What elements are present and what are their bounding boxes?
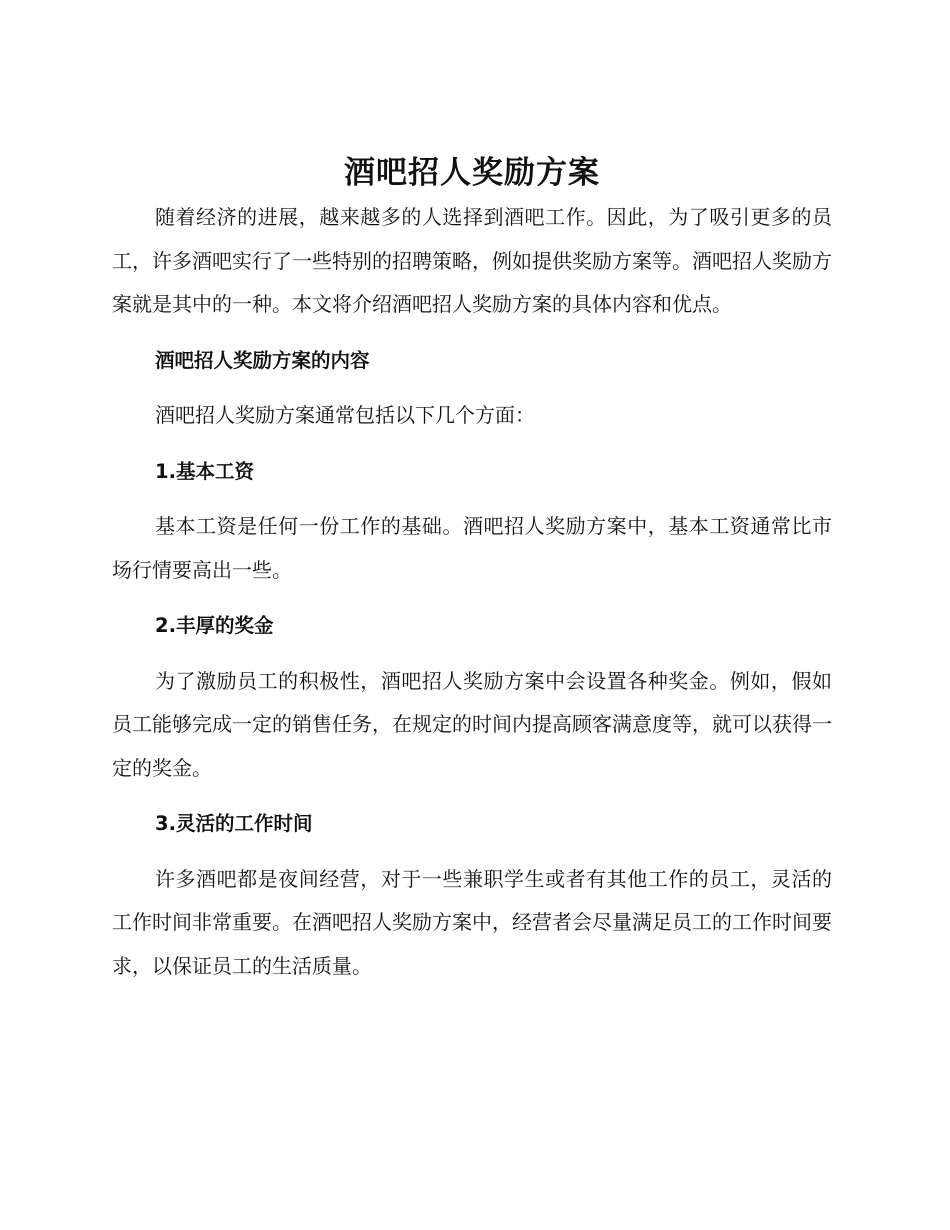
spacer <box>112 327 832 339</box>
item-body-bonus: 为了激励员工的积极性，酒吧招人奖励方案中会设置各种奖金。例如，假如员工能够完成一定的销售任务，在规定的时间内提高顾客满意度等，就可以获得一定的奖金。 <box>112 668 832 780</box>
item-heading-flexible-hours: 3.灵活的工作时间 <box>155 812 313 835</box>
document-title: 酒吧招人奖励方案 <box>344 155 600 191</box>
section-heading: 酒吧招人奖励方案的内容 <box>155 348 370 372</box>
item-body-basic-salary: 基本工资是任何一份工作的基础。酒吧招人奖励方案中，基本工资通常比市场行情要高出一些。 <box>112 514 832 582</box>
spacer <box>112 846 832 858</box>
spacer <box>112 648 832 660</box>
intro-paragraph: 随着经济的进展，越来越多的人选择到酒吧工作。因此，为了吸引更多的员工，许多酒吧实行了一些特别的招聘策略，例如提供奖励方案等。酒吧招人奖励方案就是其中的一种。本文将介绍酒吧招人奖励方案的具体内容和优点。 <box>112 205 832 316</box>
item-heading-basic-salary: 1.基本工资 <box>155 459 254 483</box>
document-body <box>112 150 832 988</box>
spacer <box>112 493 832 505</box>
section-intro-paragraph: 酒吧招人奖励方案通常包括以下几个方面： <box>155 403 535 427</box>
spacer <box>112 592 832 604</box>
item-heading-bonus: 2.丰厚的奖金 <box>155 614 274 637</box>
spacer <box>112 790 832 802</box>
item-body-flexible-hours: 许多酒吧都是夜间经营，对于一些兼职学生或者有其他工作的员工，灵活的工作时间非常重要。在酒吧招人奖励方案中，经营者会尽量满足员工的工作时间要求，以保证员工的生活质量。 <box>112 866 832 978</box>
spacer <box>112 438 832 450</box>
spacer <box>112 382 832 394</box>
